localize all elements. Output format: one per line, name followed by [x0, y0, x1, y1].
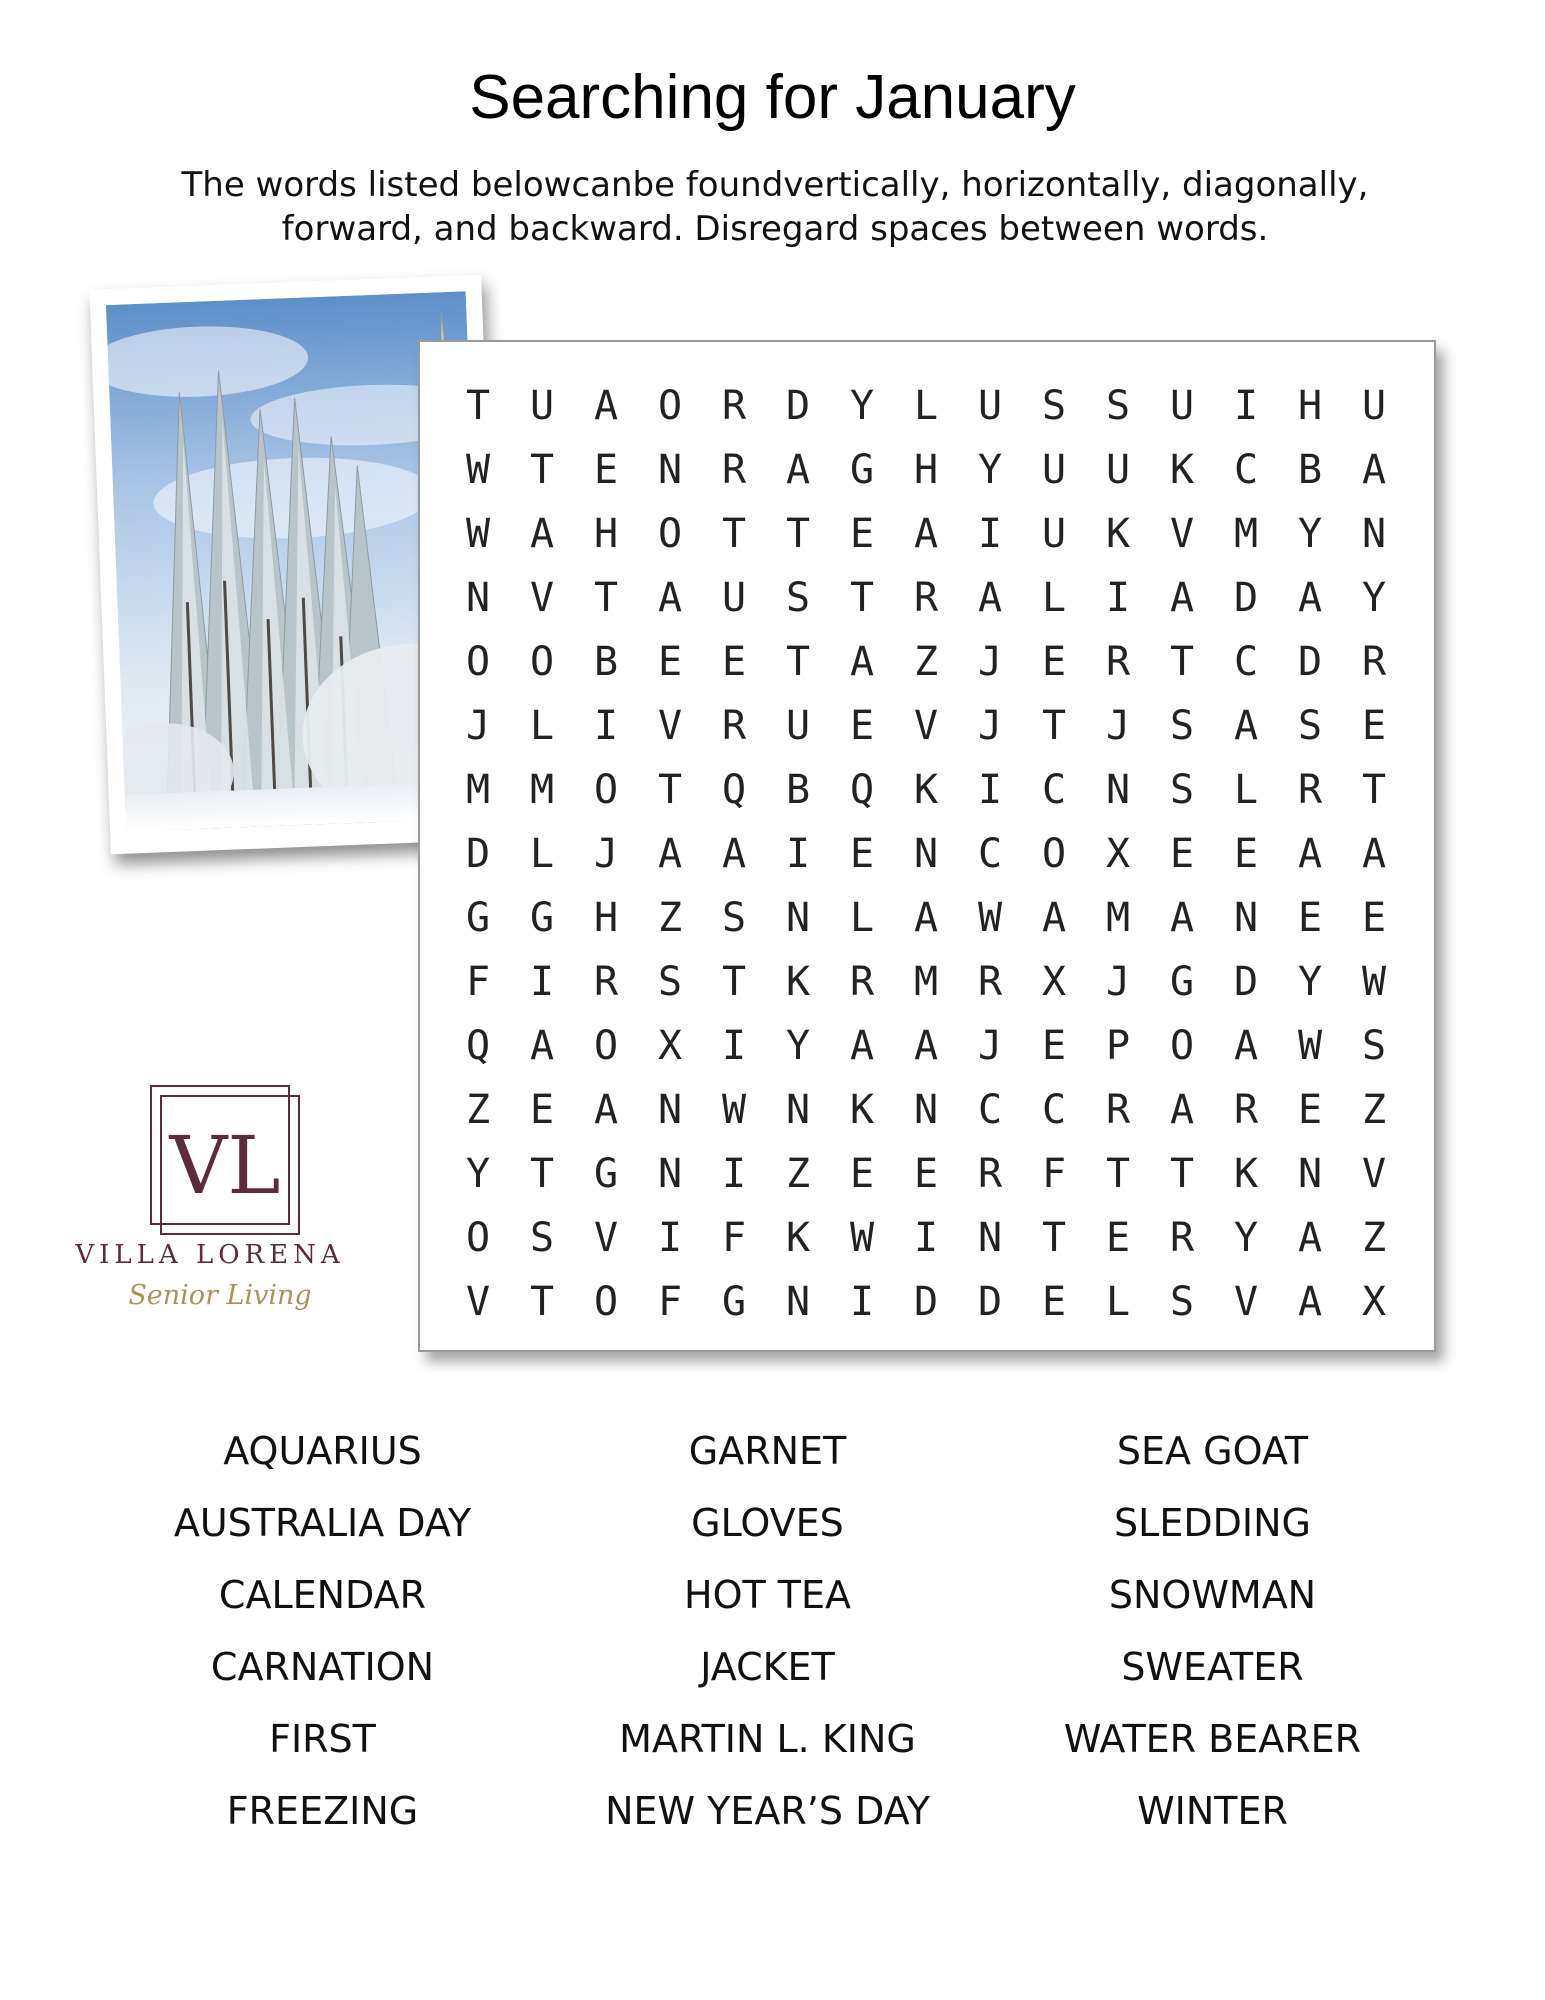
grid-letter: E: [913, 1151, 939, 1197]
grid-letter: O: [1041, 831, 1067, 877]
grid-letter: M: [465, 767, 491, 813]
grid-letter: Y: [1297, 511, 1323, 557]
grid-letter: A: [1361, 447, 1387, 493]
grid-letter: Z: [913, 639, 939, 685]
grid-letter: G: [593, 1151, 619, 1197]
word-column-1: [100, 1415, 545, 1847]
grid-letter: G: [465, 895, 491, 941]
grid-letter: U: [785, 703, 811, 749]
grid-letter: J: [1105, 959, 1131, 1005]
word-search-grid: [418, 340, 1436, 1352]
word-item: WINTER: [1137, 1789, 1288, 1833]
grid-letter: E: [1361, 895, 1387, 941]
grid-letter: N: [1361, 511, 1387, 557]
grid-letter: L: [1041, 575, 1067, 621]
grid-letter: N: [1105, 767, 1131, 813]
grid-letter: C: [1041, 767, 1067, 813]
word-item: JACKET: [700, 1645, 835, 1689]
grid-letter: I: [721, 1023, 747, 1069]
grid-letter: L: [529, 703, 555, 749]
grid-letter: S: [1361, 1023, 1387, 1069]
grid-letter: E: [849, 1151, 875, 1197]
grid-letter: A: [785, 447, 811, 493]
grid-letter: R: [1361, 639, 1387, 685]
grid-letter: Z: [465, 1087, 491, 1133]
word-item: NEW YEAR’S DAY: [605, 1789, 930, 1833]
grid-letter: K: [785, 1215, 811, 1261]
grid-letter: D: [977, 1279, 1003, 1325]
word-item: AUSTRALIA DAY: [173, 1501, 472, 1545]
grid-letter: R: [1105, 1087, 1131, 1133]
grid-letter: C: [1233, 447, 1259, 493]
word-list: [100, 1415, 1445, 1847]
grid-letter: A: [1169, 1087, 1195, 1133]
grid-letter: V: [465, 1279, 491, 1325]
grid-letter: E: [849, 831, 875, 877]
grid-letter: T: [849, 575, 875, 621]
grid-letter: F: [721, 1215, 747, 1261]
grid-letter: J: [977, 639, 1003, 685]
grid-letter: N: [657, 1151, 683, 1197]
grid-letter: A: [529, 1023, 555, 1069]
grid-letter: A: [721, 831, 747, 877]
grid-letter: E: [1041, 639, 1067, 685]
grid-letter: R: [721, 447, 747, 493]
grid-letter: E: [1169, 831, 1195, 877]
grid-letter: E: [1105, 1215, 1131, 1261]
grid-letter: R: [849, 959, 875, 1005]
grid-letter: S: [1169, 1279, 1195, 1325]
word-item: FREEZING: [226, 1789, 419, 1833]
grid-letter: N: [913, 831, 939, 877]
grid-letter: M: [1233, 511, 1259, 557]
grid-letter: N: [977, 1215, 1003, 1261]
logo-tagline: Senior Living: [128, 1280, 312, 1311]
word-item: SWEATER: [1121, 1645, 1304, 1689]
grid-letter: O: [593, 767, 619, 813]
grid-letter: A: [849, 639, 875, 685]
grid-letter: Y: [465, 1151, 491, 1197]
grid-letter: W: [465, 511, 491, 557]
grid-letter: T: [1041, 703, 1067, 749]
grid-letter: R: [977, 1151, 1003, 1197]
grid-letter: E: [593, 447, 619, 493]
grid-letter: A: [529, 511, 555, 557]
grid-letter: U: [1169, 383, 1195, 429]
grid-letter: E: [1041, 1023, 1067, 1069]
letter-grid: [446, 374, 1406, 1334]
grid-letter: K: [1169, 447, 1195, 493]
grid-letter: D: [1233, 959, 1259, 1005]
grid-letter: G: [1169, 959, 1195, 1005]
grid-letter: A: [1233, 703, 1259, 749]
instructions-line-1: The words listed belowcanbe foundvertically, horizontally, diagonally,: [181, 165, 1369, 205]
grid-letter: I: [849, 1279, 875, 1325]
grid-letter: Y: [1361, 575, 1387, 621]
grid-letter: V: [593, 1215, 619, 1261]
grid-letter: T: [785, 639, 811, 685]
grid-letter: J: [977, 1023, 1003, 1069]
grid-letter: I: [529, 959, 555, 1005]
word-item: FIRST: [269, 1717, 376, 1761]
grid-letter: O: [593, 1023, 619, 1069]
grid-letter: X: [1361, 1279, 1387, 1325]
grid-letter: Y: [1233, 1215, 1259, 1261]
grid-letter: T: [529, 1151, 555, 1197]
grid-letter: D: [785, 383, 811, 429]
grid-letter: Z: [785, 1151, 811, 1197]
grid-letter: K: [849, 1087, 875, 1133]
word-item: SEA GOAT: [1116, 1429, 1309, 1473]
grid-letter: G: [721, 1279, 747, 1325]
grid-letter: U: [977, 383, 1003, 429]
word-item: SNOWMAN: [1108, 1573, 1317, 1617]
grid-letter: Z: [1361, 1087, 1387, 1133]
grid-letter: R: [1169, 1215, 1195, 1261]
grid-letter: Z: [1361, 1215, 1387, 1261]
grid-letter: I: [977, 767, 1003, 813]
grid-letter: X: [1041, 959, 1067, 1005]
grid-letter: W: [977, 895, 1003, 941]
grid-letter: K: [913, 767, 939, 813]
grid-letter: V: [1361, 1151, 1387, 1197]
grid-letter: A: [593, 383, 619, 429]
grid-letter: N: [785, 1279, 811, 1325]
grid-letter: I: [1105, 575, 1131, 621]
grid-letter: L: [1105, 1279, 1131, 1325]
grid-letter: G: [849, 447, 875, 493]
word-item: MARTIN L. KING: [619, 1717, 916, 1761]
word-item: AQUARIUS: [223, 1429, 422, 1473]
grid-letter: N: [1233, 895, 1259, 941]
grid-letter: F: [657, 1279, 683, 1325]
grid-letter: V: [1169, 511, 1195, 557]
grid-letter: A: [849, 1023, 875, 1069]
grid-letter: R: [977, 959, 1003, 1005]
grid-letter: Q: [849, 767, 875, 813]
grid-letter: E: [1041, 1279, 1067, 1325]
grid-letter: N: [785, 1087, 811, 1133]
grid-letter: T: [1361, 767, 1387, 813]
grid-letter: T: [657, 767, 683, 813]
grid-letter: R: [1297, 767, 1323, 813]
grid-letter: S: [1105, 383, 1131, 429]
grid-letter: D: [1233, 575, 1259, 621]
grid-letter: E: [529, 1087, 555, 1133]
word-column-3: [990, 1415, 1435, 1847]
grid-letter: B: [785, 767, 811, 813]
grid-letter: N: [465, 575, 491, 621]
grid-letter: N: [913, 1087, 939, 1133]
grid-letter: T: [1169, 639, 1195, 685]
grid-letter: B: [593, 639, 619, 685]
grid-letter: X: [1105, 831, 1131, 877]
grid-letter: U: [1361, 383, 1387, 429]
grid-letter: F: [465, 959, 491, 1005]
grid-letter: L: [849, 895, 875, 941]
logo-monogram: VL: [169, 1119, 281, 1212]
grid-letter: T: [721, 959, 747, 1005]
grid-letter: R: [1105, 639, 1131, 685]
word-column-2: [545, 1415, 990, 1847]
grid-letter: O: [657, 383, 683, 429]
grid-letter: I: [977, 511, 1003, 557]
grid-letter: O: [529, 639, 555, 685]
grid-letter: V: [657, 703, 683, 749]
grid-letter: T: [721, 511, 747, 557]
page-title: Searching for January: [469, 63, 1076, 132]
grid-letter: S: [657, 959, 683, 1005]
grid-letter: O: [593, 1279, 619, 1325]
grid-letter: H: [593, 895, 619, 941]
grid-letter: W: [1361, 959, 1387, 1005]
grid-letter: X: [657, 1023, 683, 1069]
grid-letter: R: [913, 575, 939, 621]
grid-letter: I: [721, 1151, 747, 1197]
grid-letter: U: [1105, 447, 1131, 493]
instructions: [110, 163, 1440, 251]
grid-letter: E: [1361, 703, 1387, 749]
grid-letter: I: [913, 1215, 939, 1261]
grid-letter: C: [977, 831, 1003, 877]
grid-letter: W: [721, 1087, 747, 1133]
grid-letter: Q: [465, 1023, 491, 1069]
grid-letter: A: [977, 575, 1003, 621]
word-item: SLEDDING: [1114, 1501, 1311, 1545]
grid-letter: I: [657, 1215, 683, 1261]
grid-letter: L: [1233, 767, 1259, 813]
grid-letter: J: [465, 703, 491, 749]
grid-letter: J: [1105, 703, 1131, 749]
grid-letter: M: [913, 959, 939, 1005]
grid-letter: A: [913, 511, 939, 557]
grid-letter: A: [1297, 831, 1323, 877]
grid-letter: C: [977, 1087, 1003, 1133]
grid-letter: U: [1041, 511, 1067, 557]
grid-letter: U: [529, 383, 555, 429]
grid-letter: Y: [849, 383, 875, 429]
grid-letter: T: [1105, 1151, 1131, 1197]
word-item: GLOVES: [691, 1501, 844, 1545]
word-item: GARNET: [688, 1429, 847, 1473]
grid-letter: W: [849, 1215, 875, 1261]
grid-letter: M: [529, 767, 555, 813]
grid-letter: U: [721, 575, 747, 621]
grid-letter: I: [593, 703, 619, 749]
grid-letter: S: [1169, 767, 1195, 813]
grid-letter: T: [465, 383, 491, 429]
grid-letter: V: [529, 575, 555, 621]
grid-letter: A: [1297, 575, 1323, 621]
grid-letter: N: [657, 1087, 683, 1133]
grid-letter: E: [1297, 895, 1323, 941]
grid-letter: R: [721, 383, 747, 429]
grid-letter: R: [593, 959, 619, 1005]
grid-letter: C: [1233, 639, 1259, 685]
grid-letter: A: [1297, 1215, 1323, 1261]
instructions-line-2: forward, and backward. Disregard spaces between words.: [281, 209, 1269, 249]
grid-letter: W: [465, 447, 491, 493]
grid-letter: A: [1041, 895, 1067, 941]
grid-letter: O: [1169, 1023, 1195, 1069]
grid-letter: U: [1041, 447, 1067, 493]
grid-letter: S: [721, 895, 747, 941]
grid-letter: T: [529, 447, 555, 493]
grid-letter: S: [1041, 383, 1067, 429]
grid-letter: Q: [721, 767, 747, 813]
grid-letter: W: [1297, 1023, 1323, 1069]
grid-letter: A: [1361, 831, 1387, 877]
grid-letter: D: [913, 1279, 939, 1325]
grid-letter: V: [913, 703, 939, 749]
word-item: CALENDAR: [218, 1573, 427, 1617]
grid-letter: R: [1233, 1087, 1259, 1133]
villa-lorena-logo: [150, 1085, 300, 1235]
grid-letter: M: [1105, 895, 1131, 941]
grid-letter: H: [913, 447, 939, 493]
grid-letter: Z: [657, 895, 683, 941]
grid-letter: V: [1233, 1279, 1259, 1325]
grid-letter: E: [849, 703, 875, 749]
grid-letter: A: [913, 1023, 939, 1069]
grid-letter: S: [1169, 703, 1195, 749]
grid-letter: A: [593, 1087, 619, 1133]
grid-letter: Y: [977, 447, 1003, 493]
grid-letter: P: [1105, 1023, 1131, 1069]
grid-letter: B: [1297, 447, 1323, 493]
grid-letter: T: [1041, 1215, 1067, 1261]
grid-letter: K: [1105, 511, 1131, 557]
grid-letter: S: [785, 575, 811, 621]
grid-letter: E: [849, 511, 875, 557]
grid-letter: S: [529, 1215, 555, 1261]
grid-letter: G: [529, 895, 555, 941]
grid-letter: E: [1233, 831, 1259, 877]
grid-letter: R: [721, 703, 747, 749]
logo-name: VILLA LORENA: [75, 1240, 345, 1270]
grid-letter: A: [1297, 1279, 1323, 1325]
grid-letter: J: [593, 831, 619, 877]
grid-letter: T: [1169, 1151, 1195, 1197]
grid-letter: S: [1297, 703, 1323, 749]
grid-letter: T: [529, 1279, 555, 1325]
grid-letter: T: [593, 575, 619, 621]
grid-letter: O: [657, 511, 683, 557]
grid-letter: C: [1041, 1087, 1067, 1133]
grid-letter: K: [785, 959, 811, 1005]
grid-letter: A: [657, 831, 683, 877]
word-item: WATER BEARER: [1063, 1717, 1362, 1761]
grid-letter: E: [721, 639, 747, 685]
grid-letter: F: [1041, 1151, 1067, 1197]
grid-letter: O: [465, 639, 491, 685]
grid-letter: K: [1233, 1151, 1259, 1197]
grid-letter: E: [1297, 1087, 1323, 1133]
word-item: HOT TEA: [684, 1573, 851, 1617]
grid-letter: Y: [785, 1023, 811, 1069]
grid-letter: A: [1169, 895, 1195, 941]
grid-letter: Y: [1297, 959, 1323, 1005]
grid-letter: H: [1297, 383, 1323, 429]
grid-letter: D: [1297, 639, 1323, 685]
grid-letter: L: [529, 831, 555, 877]
grid-letter: J: [977, 703, 1003, 749]
grid-letter: I: [1233, 383, 1259, 429]
grid-letter: D: [465, 831, 491, 877]
grid-letter: A: [657, 575, 683, 621]
grid-letter: O: [465, 1215, 491, 1261]
grid-letter: N: [1297, 1151, 1323, 1197]
grid-letter: T: [785, 511, 811, 557]
grid-letter: N: [785, 895, 811, 941]
grid-letter: H: [593, 511, 619, 557]
grid-letter: A: [913, 895, 939, 941]
grid-letter: I: [785, 831, 811, 877]
grid-letter: L: [913, 383, 939, 429]
grid-letter: N: [657, 447, 683, 493]
grid-letter: E: [657, 639, 683, 685]
grid-letter: A: [1169, 575, 1195, 621]
grid-letter: A: [1233, 1023, 1259, 1069]
word-item: CARNATION: [210, 1645, 435, 1689]
